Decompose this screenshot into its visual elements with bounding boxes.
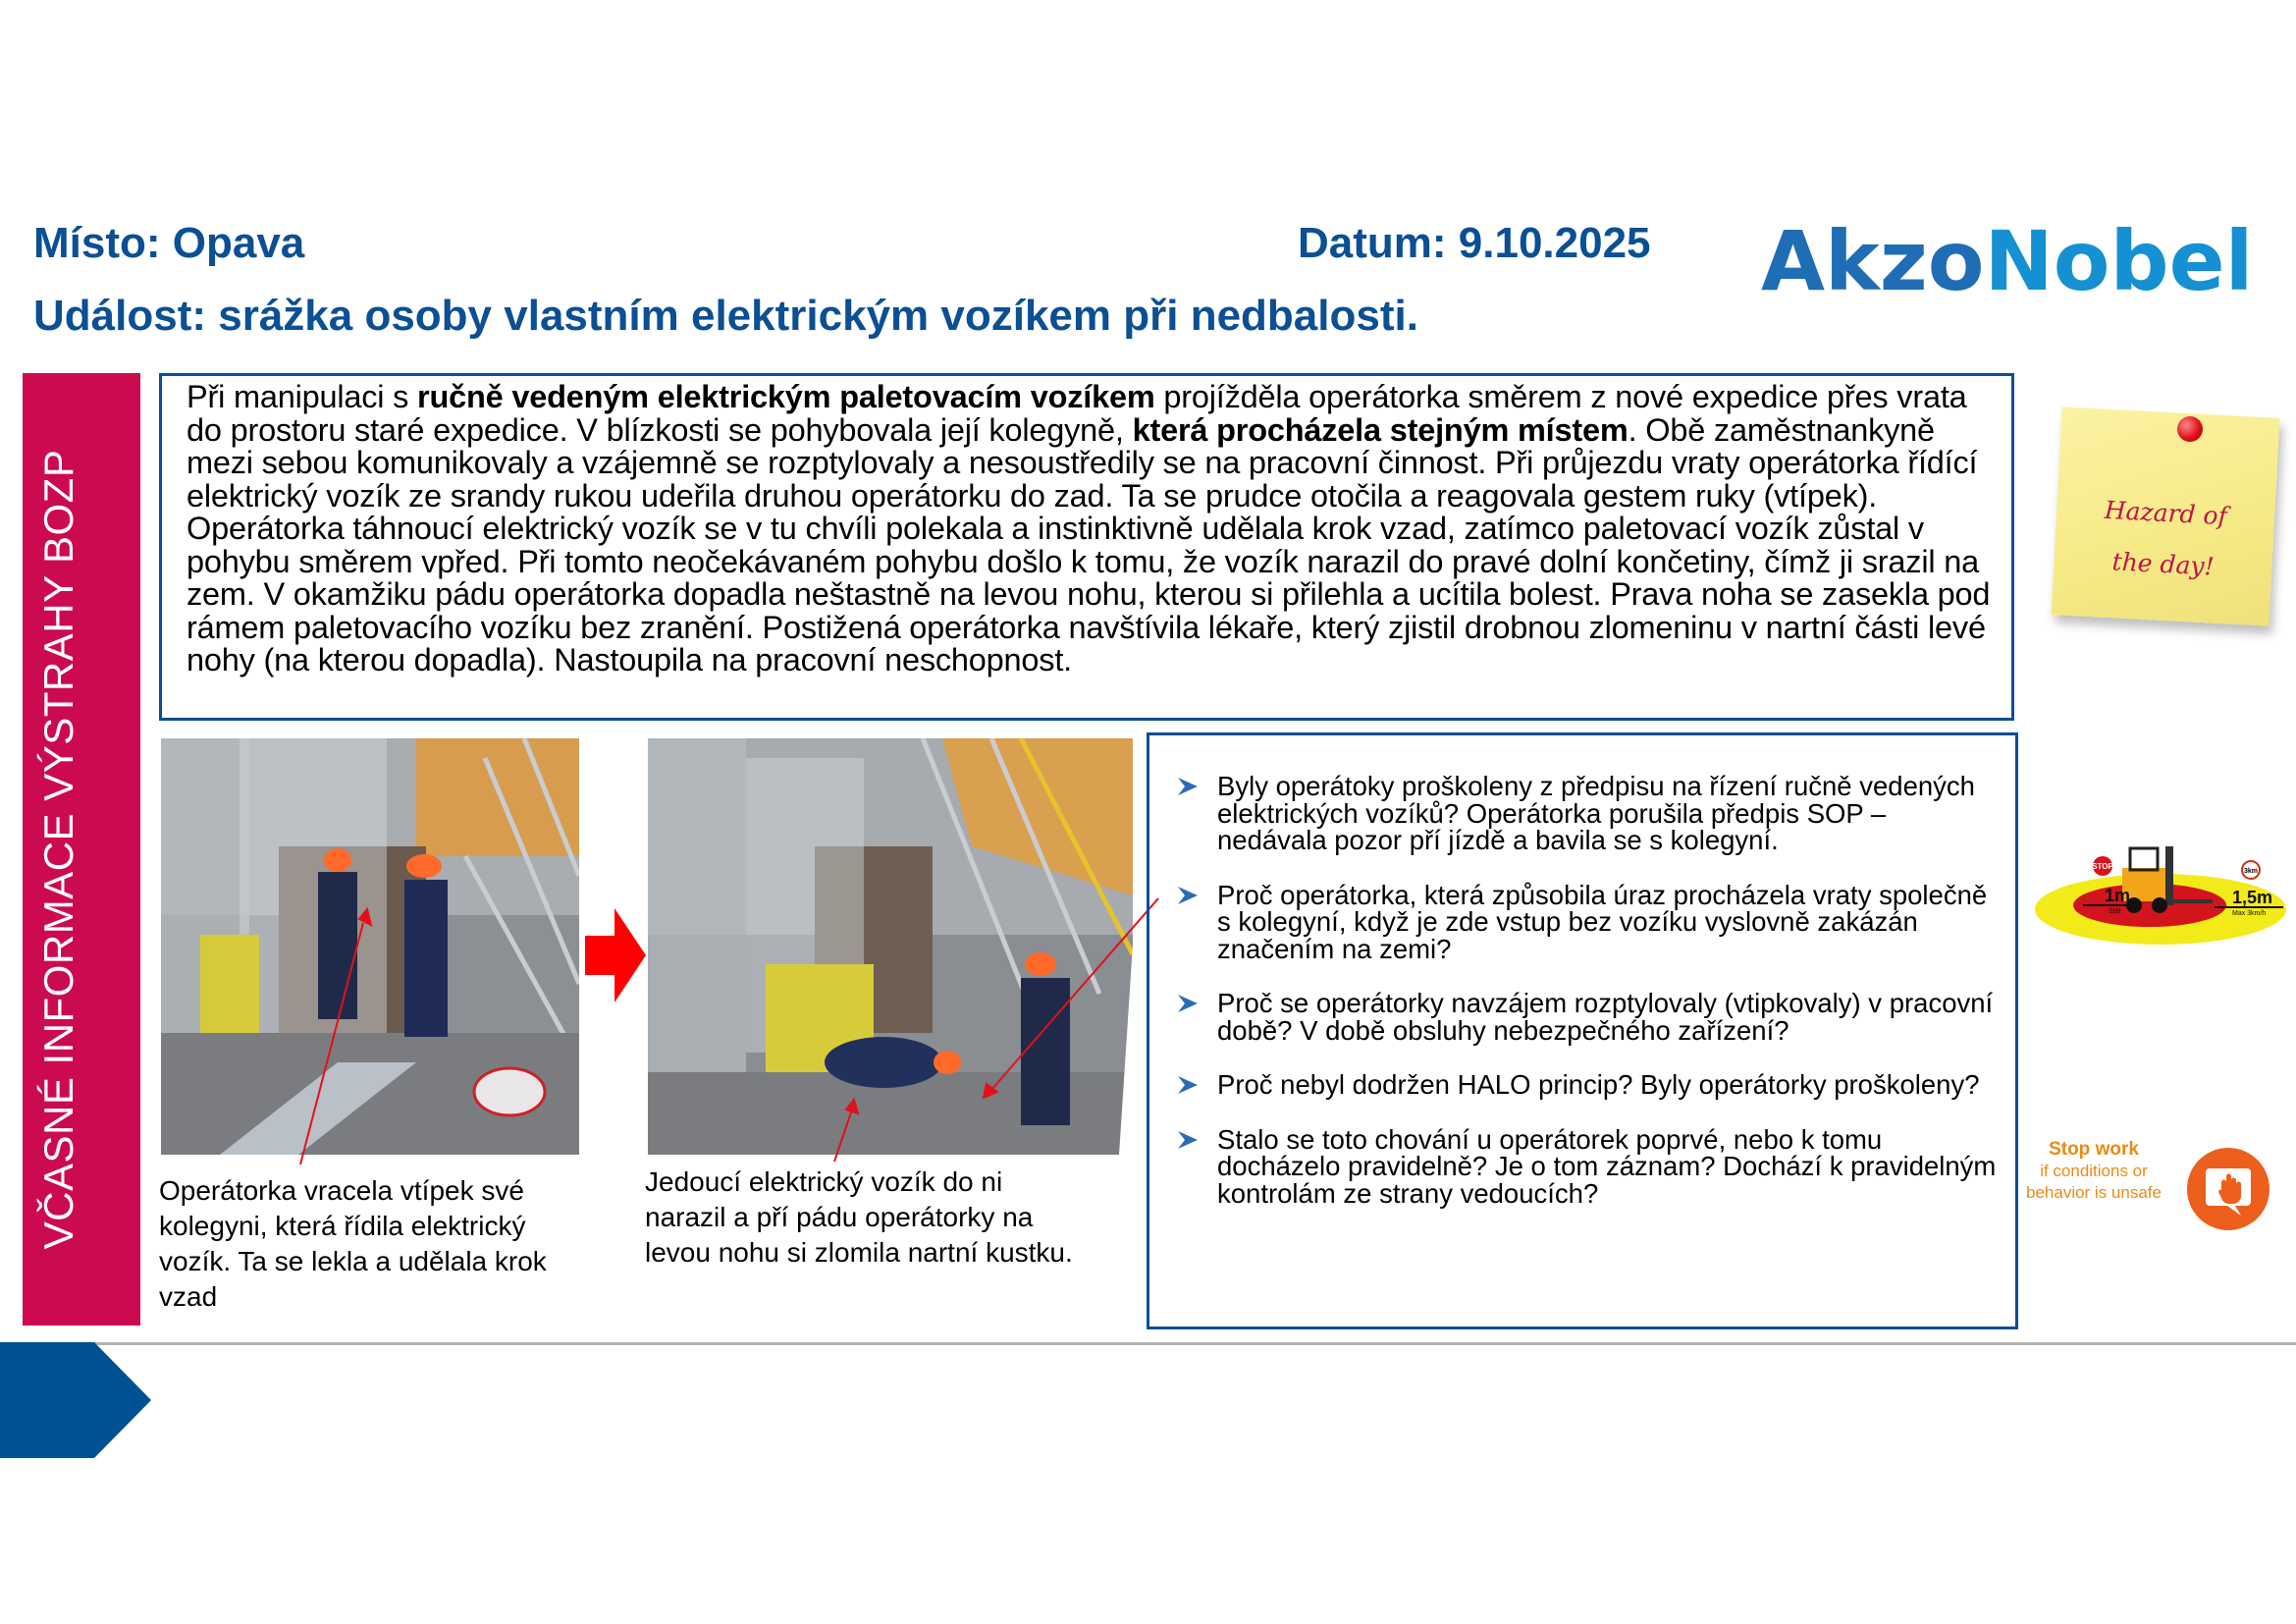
- hazard-line-1: Hazard of: [2104, 495, 2228, 531]
- speed-limit-label: 3km: [2243, 868, 2259, 875]
- question-item: [1176, 879, 2001, 964]
- incident-description-text: [187, 381, 2002, 677]
- question-item: [1176, 1123, 2001, 1209]
- arrow-bullet-icon: [1176, 775, 1200, 798]
- stop-work-notice: [2020, 1139, 2167, 1204]
- description-segment: projížděla operátorka směrem z nové expedice přes vrata do prostoru staré expedice. V blízkosti se pohybovala její kolegyně,: [187, 379, 1967, 448]
- arrow-bullet-icon: [1176, 1128, 1200, 1152]
- description-emphasis: ručně vedeným elektrickým paletovacím vozíkem: [417, 379, 1155, 414]
- cctv-photo-joke-image: [161, 738, 579, 1155]
- question-text: Byly operátoky proškoleny z předpisu na řízení ručně vedených elektrických vozíků? Operátorka porušila předpis SOP – nedávala pozor pří jízdě a bavila se s kolegyní.: [1217, 771, 1975, 855]
- inner-distance-label: 1m: [2105, 886, 2131, 905]
- footer-divider: [94, 1342, 2296, 1345]
- question-item: [1176, 773, 2001, 854]
- description-segment: Při manipulaci s: [187, 379, 418, 414]
- sequence-arrow-icon: [585, 908, 646, 1002]
- inner-zone-label: Stát: [2109, 908, 2121, 915]
- speed-limit-sign-icon: [2242, 861, 2260, 879]
- akzonobel-logo: [1761, 213, 2254, 309]
- question-text: Stalo se toto chování u operátorek poprvé, nebo k tomu docházelo pravidelně? Je o tom záznam? Dochází k pravidelným kontrolám ze strany vedoucích?: [1217, 1123, 1997, 1209]
- location-heading: Místo: Opava: [33, 219, 305, 267]
- stop-work-title: Stop work: [2049, 1139, 2139, 1160]
- question-item: [1176, 1071, 2001, 1099]
- event-title: Událost: srážka osoby vlastním elektrickým vozíkem při nedbalosti.: [33, 292, 1418, 340]
- stop-sign-icon: [2092, 856, 2113, 876]
- logo-part-akzo: Akzo: [1761, 213, 1985, 309]
- question-text: Proč se operátorky navzájem rozptylovaly (vtipkovaly) v pracovní době? V době obsluhy nebezpečného zařízení?: [1217, 988, 1994, 1046]
- arrow-bullet-icon: [1176, 1073, 1200, 1097]
- cctv-photo-fall: [648, 738, 1133, 1155]
- date-heading: Datum: 9.10.2025: [1298, 219, 1651, 267]
- photo1-caption: Operátorka vracela vtípek své kolegyni, která řídila elektrický vozík. Ta se lekla a udělala krok vzad: [159, 1175, 547, 1312]
- photo2-caption: Jedoucí elektrický vozík do ni narazil a pří pádu operátorky na levou nohu si zlomila nartní kustku.: [645, 1166, 1073, 1268]
- stop-work-text: if conditions or behavior is unsafe: [2026, 1162, 2162, 1202]
- description-segment: . Obě zaměstnankyně mezi sebou komunikovaly a vzájemně se rozptylovaly a nesoustředily se na pracovní činnost. Při průjezdu vraty operátorka řídící elektrický vozík ze srandy rukou udeřila druhou operátorku do zad. Ta se prudce otočila a reagovala gestem ruky (vtípek). Operátorka táhnoucí elektrický vozík se v tu chvíli polekala a instinktivně udělala krok vzad, zatímco paletovací vozík zůstal v pohybu směrem vpřed. Při tomto neočekávaném pohybu došlo k tomu, že vozík narazil do pravé dolní končetiny, čímž ji srazil na zem. V okamžiku pádu operátorka dopadla neštastně na levou nohu, kterou si přilehla a ucítila bolest. Prava noha se zasekla pod rámem paletovacího vozíku bez zranění. Postižená operátorka navštívila lékaře, který zjistil drobnou zlomeninu v nartní části levé nohy (na kterou dopadla). Nastoupila na pracovní neschopnost.: [187, 411, 1991, 677]
- question-item: [1176, 990, 2001, 1044]
- question-text: Proč operátorka, která způsobila úraz procházela vraty společně s kolegyní, když je zde vstup bez vozíku vyslovně zakázán značením na zemi?: [1217, 879, 1988, 964]
- cctv-photo-joke: [161, 738, 579, 1155]
- forklift-safety-zone-graphic: [2032, 846, 2289, 952]
- question-text: Proč nebyl dodržen HALO princip? Byly operátorky proškoleny?: [1217, 1069, 1980, 1100]
- stop-sign-label: STOP: [2092, 862, 2113, 871]
- hazard-line-2: the day!: [2110, 547, 2216, 581]
- cctv-photo-fall-image: [648, 738, 1133, 1155]
- outer-distance-label: 1,5m: [2232, 888, 2273, 907]
- description-emphasis: která procházela stejným místem: [1132, 411, 1629, 448]
- stop-hand-icon: [2186, 1147, 2270, 1231]
- footer-chevron-shape: [0, 1342, 153, 1460]
- pushpin-icon: [2177, 416, 2203, 442]
- questions-list: [1176, 773, 2001, 1234]
- logo-part-nobel: Nobel: [1984, 213, 2254, 309]
- outer-zone-label: Max 3km/h: [2232, 910, 2267, 917]
- arrow-bullet-icon: [1176, 992, 1200, 1015]
- arrow-bullet-icon: [1176, 884, 1200, 907]
- sidebar-banner-label: VČASNÉ INFORMACE VÝSTRAHY BOZP: [35, 449, 81, 1250]
- hazard-sticky-text: [2088, 484, 2240, 594]
